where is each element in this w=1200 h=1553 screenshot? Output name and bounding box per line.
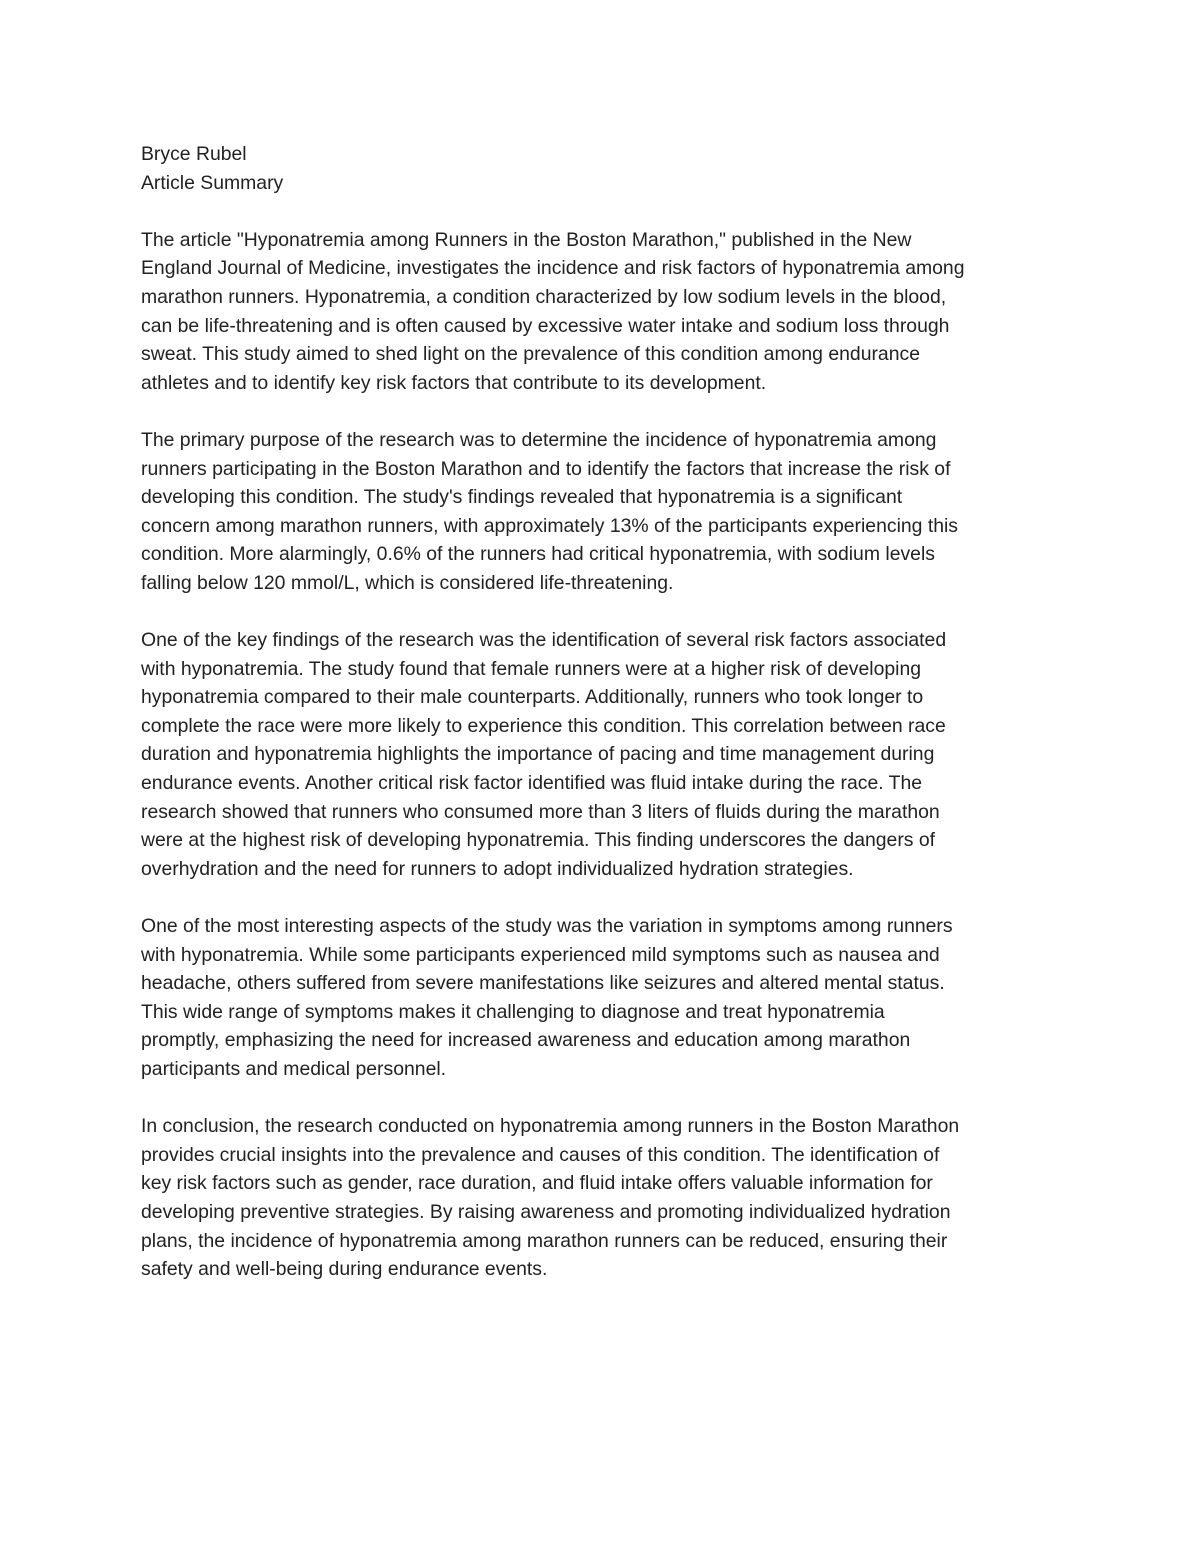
paragraph-line: falling below 120 mmol/L, which is considered life-threatening. <box>141 571 674 594</box>
paragraph-line: The article "Hyponatremia among Runners in the Boston Marathon," published in the New <box>141 228 912 251</box>
paragraph-line: complete the race were more likely to experience this condition. This correlation between race <box>141 714 946 737</box>
paragraph-line: developing this condition. The study's findings revealed that hyponatremia is a significant <box>141 486 903 509</box>
paragraph-line: headache, others suffered from severe manifestations like seizures and altered mental status. <box>141 972 945 995</box>
paragraph-line: duration and hyponatremia highlights the importance of pacing and time management during <box>141 743 935 766</box>
paragraph-introduction <box>141 226 1071 398</box>
paragraph-line: were at the highest risk of developing hyponatremia. This finding underscores the dangers of <box>141 829 936 852</box>
paragraph-line: One of the key findings of the research was the identification of several risk factors associated <box>141 629 947 652</box>
paragraph-risk-factors <box>141 626 1071 883</box>
paragraph-line: endurance events. Another critical risk factor identified was fluid intake during the race. The <box>141 772 923 795</box>
paragraph-line: This wide range of symptoms makes it challenging to diagnose and treat hyponatremia <box>141 1000 885 1023</box>
paragraph-line: concern among marathon runners, with approximately 13% of the participants experiencing this <box>141 514 959 537</box>
paragraph-line: marathon runners. Hyponatremia, a condition characterized by low sodium levels in the blood, <box>141 285 947 308</box>
spacer <box>141 197 1071 226</box>
paragraph-conclusion <box>141 1112 1071 1284</box>
paragraph-line: with hyponatremia. While some participants experienced mild symptoms such as nausea and <box>141 943 940 966</box>
paragraph-line: athletes and to identify key risk factors that contribute to its development. <box>141 371 767 394</box>
paragraph-line: safety and well-being during endurance events. <box>141 1258 548 1281</box>
spacer <box>141 883 1071 912</box>
paragraph-line: provides crucial insights into the prevalence and causes of this condition. The identification of <box>141 1143 940 1166</box>
paragraph-line: England Journal of Medicine, investigates the incidence and risk factors of hyponatremia among <box>141 257 965 280</box>
document-title: Article Summary <box>141 171 284 194</box>
paragraph-line: developing preventive strategies. By raising awareness and promoting individualized hydration <box>141 1200 951 1223</box>
paragraph-line: runners participating in the Boston Marathon and to identify the factors that increase the risk of <box>141 457 951 480</box>
paragraph-line: One of the most interesting aspects of the study was the variation in symptoms among runners <box>141 915 953 938</box>
paragraph-symptoms <box>141 912 1071 1084</box>
paragraph-line: can be life-threatening and is often caused by excessive water intake and sodium loss through <box>141 314 950 337</box>
paragraph-line: condition. More alarmingly, 0.6% of the runners had critical hyponatremia, with sodium levels <box>141 543 935 566</box>
spacer <box>141 1084 1071 1113</box>
paragraph-line: with hyponatremia. The study found that female runners were at a higher risk of developing <box>141 657 922 680</box>
paragraph-line: overhydration and the need for runners to adopt individualized hydration strategies. <box>141 857 854 880</box>
paragraph-line: The primary purpose of the research was to determine the incidence of hyponatremia among <box>141 428 937 451</box>
paragraph-line: sweat. This study aimed to shed light on the prevalence of this condition among endurance <box>141 343 920 366</box>
paragraph-line: plans, the incidence of hyponatremia among marathon runners can be reduced, ensuring their <box>141 1229 948 1252</box>
paragraph-line: key risk factors such as gender, race duration, and fluid intake offers valuable information for <box>141 1172 933 1195</box>
paragraph-line: research showed that runners who consumed more than 3 liters of fluids during the marathon <box>141 800 940 823</box>
document-body <box>141 140 1071 1284</box>
spacer <box>141 598 1071 627</box>
paragraph-line: promptly, emphasizing the need for increased awareness and education among marathon <box>141 1029 911 1052</box>
author-name: Bryce Rubel <box>141 143 247 165</box>
paragraph-line: participants and medical personnel. <box>141 1058 447 1080</box>
paragraph-line: In conclusion, the research conducted on hyponatremia among runners in the Boston Marathon <box>141 1115 960 1138</box>
paragraph-purpose <box>141 426 1071 598</box>
paragraph-line: hyponatremia compared to their male counterparts. Additionally, runners who took longer to <box>141 686 924 709</box>
spacer <box>141 397 1071 426</box>
